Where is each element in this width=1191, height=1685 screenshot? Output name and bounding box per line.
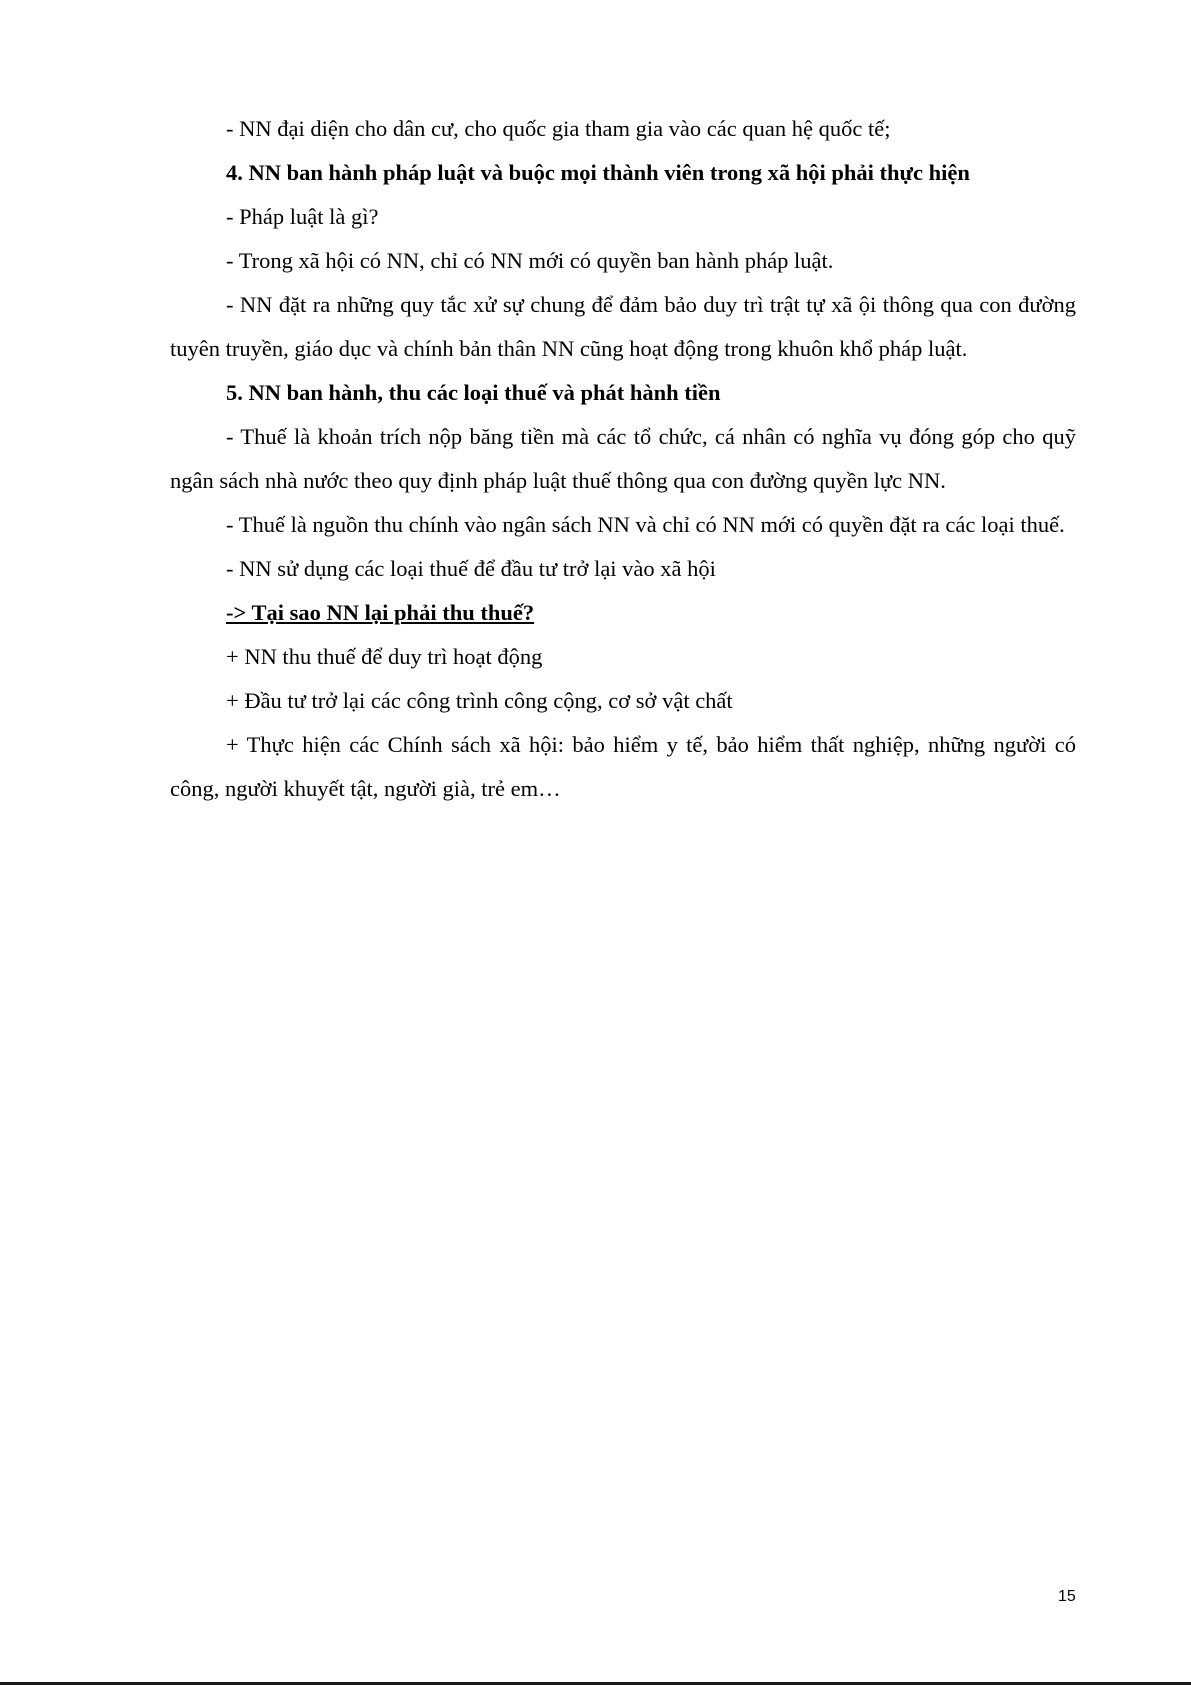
paragraph-law-issuing-authority: - Trong xã hội có NN, chỉ có NN mới có quyền ban hành pháp luật. bbox=[226, 248, 834, 273]
list-item-public-works: + Đầu tư trở lại các công trình công cộng, cơ sở vật chất bbox=[226, 688, 733, 713]
page-body bbox=[170, 107, 1076, 811]
paragraph-tax-reinvestment: - NN sử dụng các loại thuế để đầu tư trở lại vào xã hội bbox=[226, 556, 716, 581]
paragraph-tax-main-revenue: - Thuế là nguồn thu chính vào ngân sách NN và chỉ có NN mới có quyền đặt ra các loại thuế. bbox=[226, 512, 1065, 537]
paragraph-international-relations: - NN đại diện cho dân cư, cho quốc gia tham gia vào các quan hệ quốc tế; bbox=[226, 116, 891, 141]
paragraph-what-is-law: - Pháp luật là gì? bbox=[226, 204, 379, 229]
page-number: 15 bbox=[1058, 1588, 1076, 1605]
section-heading-5: 5. NN ban hành, thu các loại thuế và phát hành tiền bbox=[226, 380, 721, 405]
paragraph-tax-definition: - Thuế là khoản trích nộp băng tiền mà các tổ chức, cá nhân có nghĩa vụ đóng góp cho quỹ ngân sách nhà nước theo quy định pháp luật thuế thông qua con đường quyền lực NN. bbox=[170, 424, 1076, 493]
paragraph-rules-of-conduct: - NN đặt ra những quy tắc xử sự chung để đảm bảo duy trì trật tự xã ội thông qua con đường tuyên truyền, giáo dục và chính bản thân NN cũng hoạt động trong khuôn khổ pháp luật. bbox=[170, 292, 1076, 361]
list-item-maintain-operations: + NN thu thuế để duy trì hoạt động bbox=[226, 644, 543, 669]
list-item-social-policies: + Thực hiện các Chính sách xã hội: bảo hiểm y tế, bảo hiểm thất nghiệp, những người có công, người khuyết tật, người già, trẻ em… bbox=[170, 732, 1076, 801]
question-heading-why-tax: -> Tại sao NN lại phải thu thuế? bbox=[226, 600, 535, 625]
section-heading-4: 4. NN ban hành pháp luật và buộc mọi thành viên trong xã hội phải thực hiện bbox=[226, 160, 970, 185]
